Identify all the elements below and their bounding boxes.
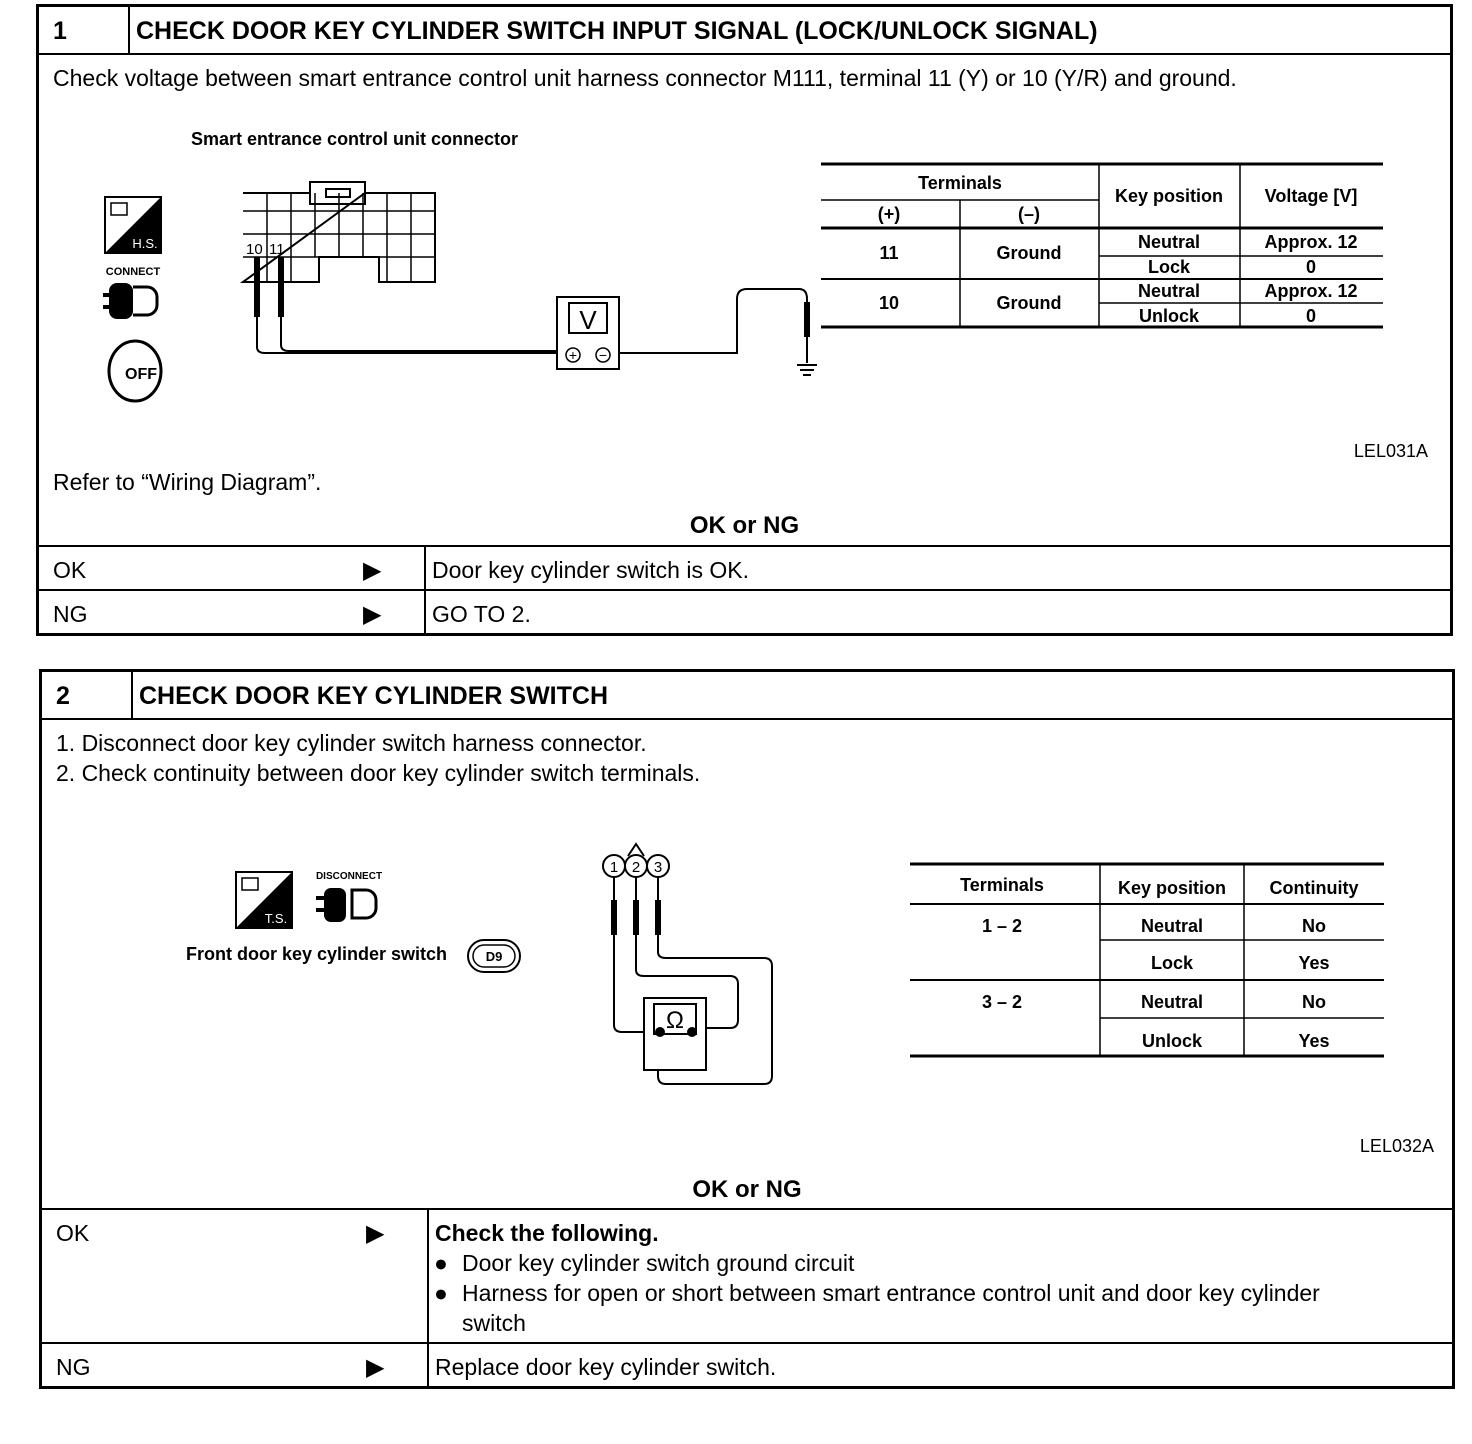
table-cell: Lock: [1150, 953, 1194, 973]
ng-result: GO TO 2.: [432, 601, 531, 627]
table-cell: Ground: [996, 243, 1062, 263]
table-cell: Yes: [1298, 1031, 1330, 1051]
table-cell: 0: [1305, 257, 1317, 277]
step-2-header: [42, 672, 1452, 720]
table-cell: Neutral: [1140, 992, 1204, 1012]
diagram-label: Front door key cylinder switch: [186, 944, 448, 964]
probe-leads: [257, 257, 817, 375]
voltage-table: [819, 162, 1383, 332]
ng-result: Replace door key cylinder switch.: [435, 1354, 777, 1380]
connector-pin-10: 10: [246, 241, 263, 258]
instruction-1: 1. Disconnect door key cylinder switch harness connector.: [56, 730, 647, 756]
table-cell: Yes: [1298, 953, 1330, 973]
step-1-panel: [36, 4, 1453, 636]
table-cell: Unlock: [1138, 306, 1200, 326]
table-cell: Ground: [996, 293, 1062, 313]
continuity-table: [908, 862, 1384, 1062]
ok-result: Door key cylinder switch is OK.: [432, 557, 749, 583]
ohmmeter-label: Ω: [666, 1007, 684, 1034]
ok-heading: Check the following.: [435, 1220, 659, 1246]
table-cell: Neutral: [1137, 281, 1201, 301]
table-cell: Neutral: [1140, 916, 1204, 936]
table-cell: Unlock: [1141, 1031, 1203, 1051]
continuity-check-diagram: [592, 840, 782, 1090]
step-instruction: Check voltage between smart entrance control unit harness connector M111, terminal 11 (Y) or 10 (Y/R) and ground.: [53, 65, 1237, 91]
ok-label: OK: [56, 1220, 90, 1246]
diagram-label: Smart entrance control unit connector: [191, 129, 519, 149]
table-cell: No: [1302, 992, 1326, 1012]
result-row-ok: [42, 1208, 1452, 1344]
figure-code: LEL032A: [1359, 1136, 1434, 1156]
step-title: CHECK DOOR KEY CYLINDER SWITCH INPUT SIGNAL (LOCK/UNLOCK SIGNAL): [136, 17, 1098, 45]
off-icon-label: OFF: [125, 366, 157, 383]
ts-icon: [236, 872, 292, 928]
svg-text:+: +: [568, 347, 578, 363]
svg-text:−: −: [598, 347, 608, 363]
arrow-right-icon: ▶: [366, 1354, 385, 1381]
table-cell: 3 – 2: [981, 992, 1023, 1012]
hs-icon-label: H.S.: [132, 236, 158, 251]
header-key-position: Key position: [1114, 186, 1224, 206]
table-cell: Neutral: [1137, 232, 1201, 252]
table-cell: 1 – 2: [981, 916, 1023, 936]
header-terminals: Terminals: [918, 173, 1002, 193]
connector-code: D9: [485, 949, 503, 964]
voltmeter-label: V: [579, 305, 597, 335]
header-key-position: Key position: [1117, 878, 1227, 898]
figure-code: LEL031A: [1353, 441, 1428, 461]
step-number: 1: [53, 17, 67, 45]
ng-label: NG: [56, 1354, 91, 1380]
step-2-panel: [39, 669, 1455, 1389]
switch-pin-2: 2: [631, 859, 641, 876]
table-cell: Approx. 12: [1264, 232, 1358, 252]
bullet-icon: ●: [434, 1250, 448, 1276]
step-number: 2: [56, 682, 70, 710]
result-row-ok: [39, 545, 1450, 591]
hs-icon: [105, 197, 161, 253]
arrow-right-icon: ▶: [363, 557, 382, 584]
refer-note: Refer to “Wiring Diagram”.: [53, 469, 322, 495]
ok-bullet-1: Door key cylinder switch ground circuit: [462, 1250, 855, 1276]
table-cell: 10: [878, 293, 900, 313]
bullet-icon: ●: [434, 1280, 448, 1306]
table-cell: No: [1302, 916, 1326, 936]
disconnect-icon: [316, 888, 376, 922]
header-voltage: Voltage [V]: [1264, 186, 1358, 206]
control-unit-connector: [243, 182, 435, 282]
step-title: CHECK DOOR KEY CYLINDER SWITCH: [139, 682, 609, 710]
connector-code-badge: [466, 938, 522, 974]
ignition-off-icon: [109, 341, 161, 401]
tool-icons: [103, 195, 183, 405]
table-cell: Lock: [1147, 257, 1191, 277]
result-row-ng: [39, 589, 1450, 635]
ok-bullet-2-cont: switch: [462, 1310, 526, 1336]
table-cell: Approx. 12: [1264, 281, 1358, 301]
ok-or-ng: OK or NG: [692, 1176, 802, 1203]
switch-pin-1: 1: [609, 859, 619, 876]
instruction-2: 2. Check continuity between door key cylinder switch terminals.: [56, 760, 701, 786]
ts-icon-label: T.S.: [264, 911, 288, 926]
header-continuity: Continuity: [1269, 878, 1359, 898]
voltage-check-diagram: [239, 177, 799, 377]
connect-icon-label: CONNECT: [105, 266, 161, 278]
header-plus: (+): [877, 204, 901, 224]
tool-icons: [234, 870, 394, 932]
connector-pin-11: 11: [269, 241, 285, 258]
disconnect-icon-label: DISCONNECT: [315, 871, 383, 882]
header-terminals: Terminals: [960, 875, 1044, 895]
ng-label: NG: [53, 601, 88, 627]
ok-or-ng: OK or NG: [689, 512, 800, 539]
table-cell: 11: [879, 243, 899, 263]
arrow-right-icon: ▶: [363, 601, 382, 628]
table-cell: 0: [1305, 306, 1317, 326]
step-1-header: [39, 7, 1450, 55]
ok-bullet-2: Harness for open or short between smart entrance control unit and door key cylinder: [462, 1280, 1320, 1306]
header-minus: (–): [1018, 204, 1040, 224]
arrow-right-icon: ▶: [366, 1220, 385, 1247]
connect-icon: [103, 283, 157, 319]
ok-label: OK: [53, 557, 87, 583]
switch-pin-3: 3: [653, 859, 663, 876]
result-row-ng: [42, 1342, 1452, 1388]
